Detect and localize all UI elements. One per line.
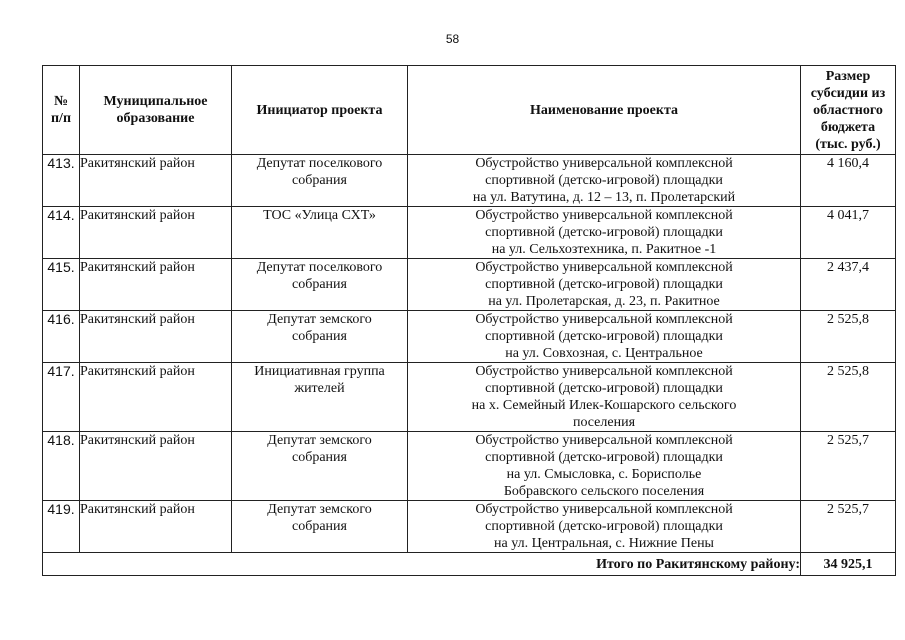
row-subsidy: 2 525,7 (801, 501, 896, 553)
table-row (43, 155, 896, 207)
row-initiator: Инициативная группа жителей (232, 363, 408, 432)
row-municipality: Ракитянский район (80, 363, 232, 432)
row-municipality: Ракитянский район (80, 207, 232, 259)
header-municipality: Муниципальное образование (80, 66, 232, 155)
total-value: 34 925,1 (801, 553, 896, 576)
total-label: Итого по Ракитянскому району: (43, 553, 801, 576)
row-initiator: Депутат поселкового собрания (232, 155, 408, 207)
row-initiator: Депутат земского собрания (232, 311, 408, 363)
row-subsidy: 4 041,7 (801, 207, 896, 259)
row-municipality: Ракитянский район (80, 311, 232, 363)
row-number: 417. (43, 363, 80, 432)
row-number: 413. (43, 155, 80, 207)
row-project: Обустройство универсальной комплексной спортивной (детско-игровой) площадки на ул. Смысловка, с. Борисполье Бобравского сельского поселения (408, 432, 801, 501)
row-initiator: Депутат поселкового собрания (232, 259, 408, 311)
table-row (43, 259, 896, 311)
table-row (43, 207, 896, 259)
row-number: 418. (43, 432, 80, 501)
row-project: Обустройство универсальной комплексной спортивной (детско-игровой) площадки на ул. Совхозная, с. Центральное (408, 311, 801, 363)
total-row (43, 553, 896, 576)
header-initiator: Инициатор проекта (232, 66, 408, 155)
row-municipality: Ракитянский район (80, 501, 232, 553)
row-subsidy: 2 437,4 (801, 259, 896, 311)
table-row (43, 501, 896, 553)
table-row (43, 363, 896, 432)
row-initiator: Депутат земского собрания (232, 501, 408, 553)
row-project: Обустройство универсальной комплексной спортивной (детско-игровой) площадки на х. Семейный Илек-Кошарского сельского поселения (408, 363, 801, 432)
row-subsidy: 2 525,7 (801, 432, 896, 501)
row-initiator: ТОС «Улица СХТ» (232, 207, 408, 259)
row-municipality: Ракитянский район (80, 155, 232, 207)
row-subsidy: 2 525,8 (801, 311, 896, 363)
table-header-row (43, 66, 896, 155)
page-number: 58 (445, 32, 460, 46)
row-number: 416. (43, 311, 80, 363)
row-project: Обустройство универсальной комплексной спортивной (детско-игровой) площадки на ул. Центральная, с. Нижние Пены (408, 501, 801, 553)
row-project: Обустройство универсальной комплексной спортивной (детско-игровой) площадки на ул. Сельхозтехника, п. Ракитное -1 (408, 207, 801, 259)
header-subsidy: Размер субсидии из областного бюджета (тыс. руб.) (801, 66, 896, 155)
row-municipality: Ракитянский район (80, 432, 232, 501)
subsidy-table (42, 65, 896, 576)
table-row (43, 311, 896, 363)
table-row (43, 432, 896, 501)
header-number: № п/п (43, 66, 80, 155)
row-number: 419. (43, 501, 80, 553)
row-project: Обустройство универсальной комплексной спортивной (детско-игровой) площадки на ул. Ватутина, д. 12 – 13, п. Пролетарский (408, 155, 801, 207)
row-project: Обустройство универсальной комплексной спортивной (детско-игровой) площадки на ул. Пролетарская, д. 23, п. Ракитное (408, 259, 801, 311)
header-project: Наименование проекта (408, 66, 801, 155)
row-initiator: Депутат земского собрания (232, 432, 408, 501)
row-number: 415. (43, 259, 80, 311)
row-number: 414. (43, 207, 80, 259)
row-municipality: Ракитянский район (80, 259, 232, 311)
row-subsidy: 2 525,8 (801, 363, 896, 432)
row-subsidy: 4 160,4 (801, 155, 896, 207)
